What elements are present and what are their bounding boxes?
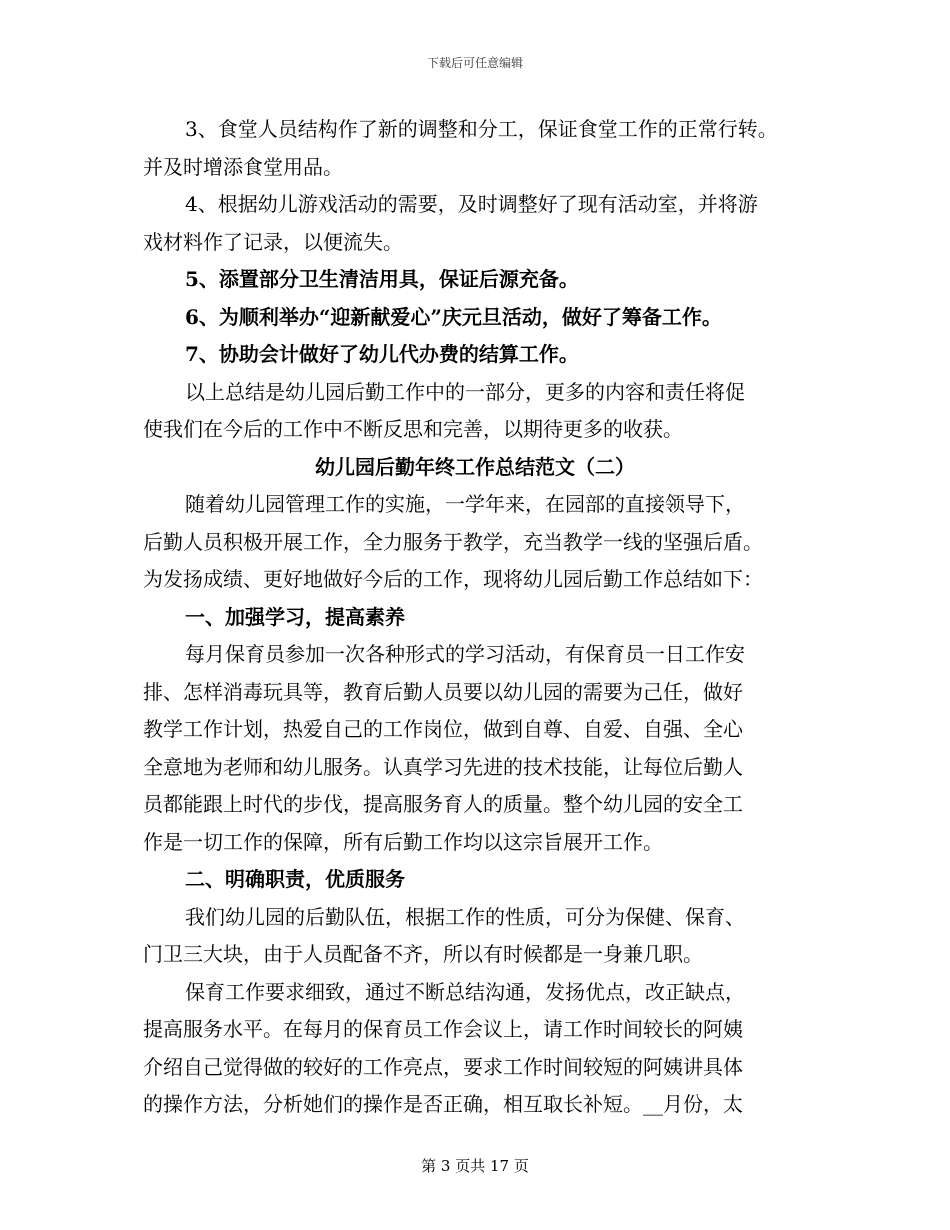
bold-text-line: 二、明确职责，优质服务 [185, 867, 405, 891]
page-footer: 第 3 页共 17 页 [421, 1157, 529, 1175]
bold-text-line: 5、添置部分卫生清洁用具，保证后源充备。 [185, 267, 579, 291]
text-line: 并及时增添食堂用品。 [143, 154, 343, 179]
text-line: 保育工作要求细致，通过不断总结沟通，发扬优点，改正缺点， [185, 979, 745, 1004]
text-line: 作是一切工作的保障，所有后勤工作均以这宗旨展开工作。 [143, 829, 663, 854]
text-line: 每月保育员参加一次各种形式的学习活动，有保育员一日工作安 [185, 642, 745, 666]
bold-text-line: 7、协助会计做好了幼儿代办费的结算工作。 [185, 342, 579, 366]
text-line: 3、食堂人员结构作了新的调整和分工，保证食堂工作的正常行转。 [185, 117, 778, 141]
text-line: 随着幼儿园管理工作的实施，一学年来，在园部的直接领导下， [185, 492, 745, 516]
text-line: 提高服务水平。在每月的保育员工作会议上，请工作时间较长的阿姨 [143, 1017, 743, 1041]
text-line: 教学工作计划，热爱自己的工作岗位，做到自尊、自爱、自强、全心 [143, 717, 743, 741]
text-line: 以上总结是幼儿园后勤工作中的一部分，更多的内容和责任将促 [185, 379, 745, 404]
text-line: 戏材料作了记录，以便流失。 [143, 229, 403, 254]
text-line: 员都能跟上时代的步伐，提高服务育人的质量。整个幼儿园的安全工 [143, 792, 743, 816]
section-title: 幼儿园后勤年终工作总结范文（二） [315, 454, 635, 479]
document-body [143, 111, 807, 1124]
text-line: 使我们在今后的工作中不断反思和完善，以期待更多的收获。 [143, 417, 683, 441]
text-line: 4、根据幼儿游戏活动的需要，及时调整好了现有活动室，并将游 [185, 192, 758, 216]
text-line: 我们幼儿园的后勤队伍，根据工作的性质，可分为保健、保育、 [185, 904, 745, 929]
text-line: 后勤人员积极开展工作，全力服务于教学，充当教学一线的坚强后盾。 [143, 529, 763, 554]
text-line: 的操作方法，分析她们的操作是否正确，相互取长补短。__月份，太 [143, 1092, 743, 1116]
text-line: 排、怎样消毒玩具等，教育后勤人员要以幼儿园的需要为己任，做好 [143, 679, 743, 704]
bold-text-line: 6、为顺利举办“迎新献爱心”庆元旦活动，做好了筹备工作。 [185, 304, 722, 329]
text-line: 介绍自己觉得做的较好的工作亮点，要求工作时间较短的阿姨讲具体 [143, 1054, 743, 1079]
text-line: 全意地为老师和幼儿服务。认真学习先进的技术技能，让每位后勤人 [143, 754, 743, 779]
text-line: 为发扬成绩、更好地做好今后的工作，现将幼儿园后勤工作总结如下： [143, 567, 763, 591]
text-line: 门卫三大块，由于人员配备不齐，所以有时候都是一身兼几职。 [143, 942, 703, 966]
bold-text-line: 一、加强学习，提高素养 [185, 604, 405, 629]
page-header: 下载后可任意编辑 [426, 56, 523, 70]
